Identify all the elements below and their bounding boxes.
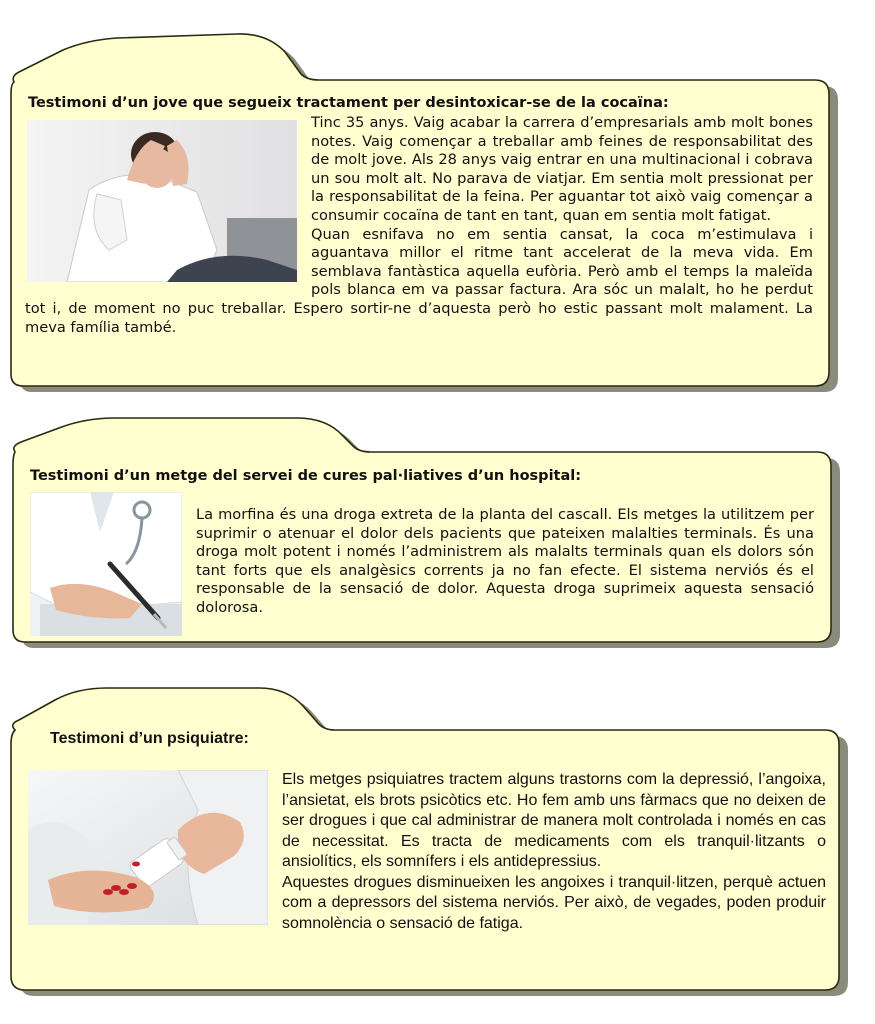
pills-in-hand-photo (28, 770, 268, 925)
testimony-paragraph: Aquestes drogues disminueixen les angoixes i tranquil·litzen, perquè actuen com a depressors del sistema nerviós. Per això, de vegades, poden produir somnolència o sensació de fatiga. (282, 873, 826, 932)
testimony-text (26, 770, 826, 934)
testimony-title: Testimoni d’un metge del servei de cures pal·liatives d’un hospital: (30, 468, 582, 484)
testimony-text (196, 506, 814, 618)
testimony-text (25, 114, 813, 337)
testimony-title: Testimoni d’un psiquiatre: (50, 730, 249, 747)
testimony-paragraph: Quan esnifava no em sentia cansat, la coca m’estimulava i aguantava millor el ritme tant accelerat de la meva vida. Em semblava fantàstica aquella eufòria. Però amb el temps la maleïda pols blanca em va passar factura. Ara sóc un malalt, ho he perdut tot i, de moment no puc treballar. Espero sortir-ne d’aquesta però ho estic passant molt malament. La meva família també. (25, 225, 813, 336)
testimony-paragraph: La morfina és una droga extreta de la planta del cascall. Els metges la utilitzem per suprimir o atenuar el dolor dels pacients que pateixen malalties terminals. És una droga molt potent i només l’administrem als malalts terminals quan els dolors són tant forts que els analgèsics corrents ja no fan efecte. El sistema nerviós és el responsable de la sensació de dolor. Aquesta droga suprimeix aquesta sensació dolorosa. (196, 506, 814, 616)
testimony-card-psychiatrist (0, 660, 875, 1024)
testimony-card-palliative-doctor (0, 400, 875, 660)
doctor-writing-photo (30, 492, 182, 636)
testimony-title: Testimoni d’un jove que segueix tractament per desintoxicar-se de la cocaïna: (28, 95, 669, 111)
testimony-paragraph: Tinc 35 anys. Vaig acabar la carrera d’empresarials amb molt bones notes. Vaig començar a treballar amb feines de responsabilitat des de molt jove. Als 28 anys vaig entrar en una multinacional i cobrava un sou molt alt. No parava de viatjar. Em sentia molt pressionat per la responsabilitat de la feina. Per aguantar tot això vaig començar a consumir cocaïna de tant en tant, quan em sentia molt fatigat. (311, 114, 813, 224)
distressed-man-photo (27, 120, 297, 282)
testimony-card-young-man (0, 0, 875, 400)
testimony-paragraph: Els metges psiquiatres tractem alguns trastorns com la depressió, l’angoixa, l’ansietat, els brots psicòtics etc. Ho fem amb uns fàrmacs que no deixen de ser drogues i que cal administrar de manera molt controlada i només en cas de necessitat. Es tracta de medicaments com els tranquil·litzants o ansiolítics, els somnífers i els antidepressius. (282, 771, 826, 870)
